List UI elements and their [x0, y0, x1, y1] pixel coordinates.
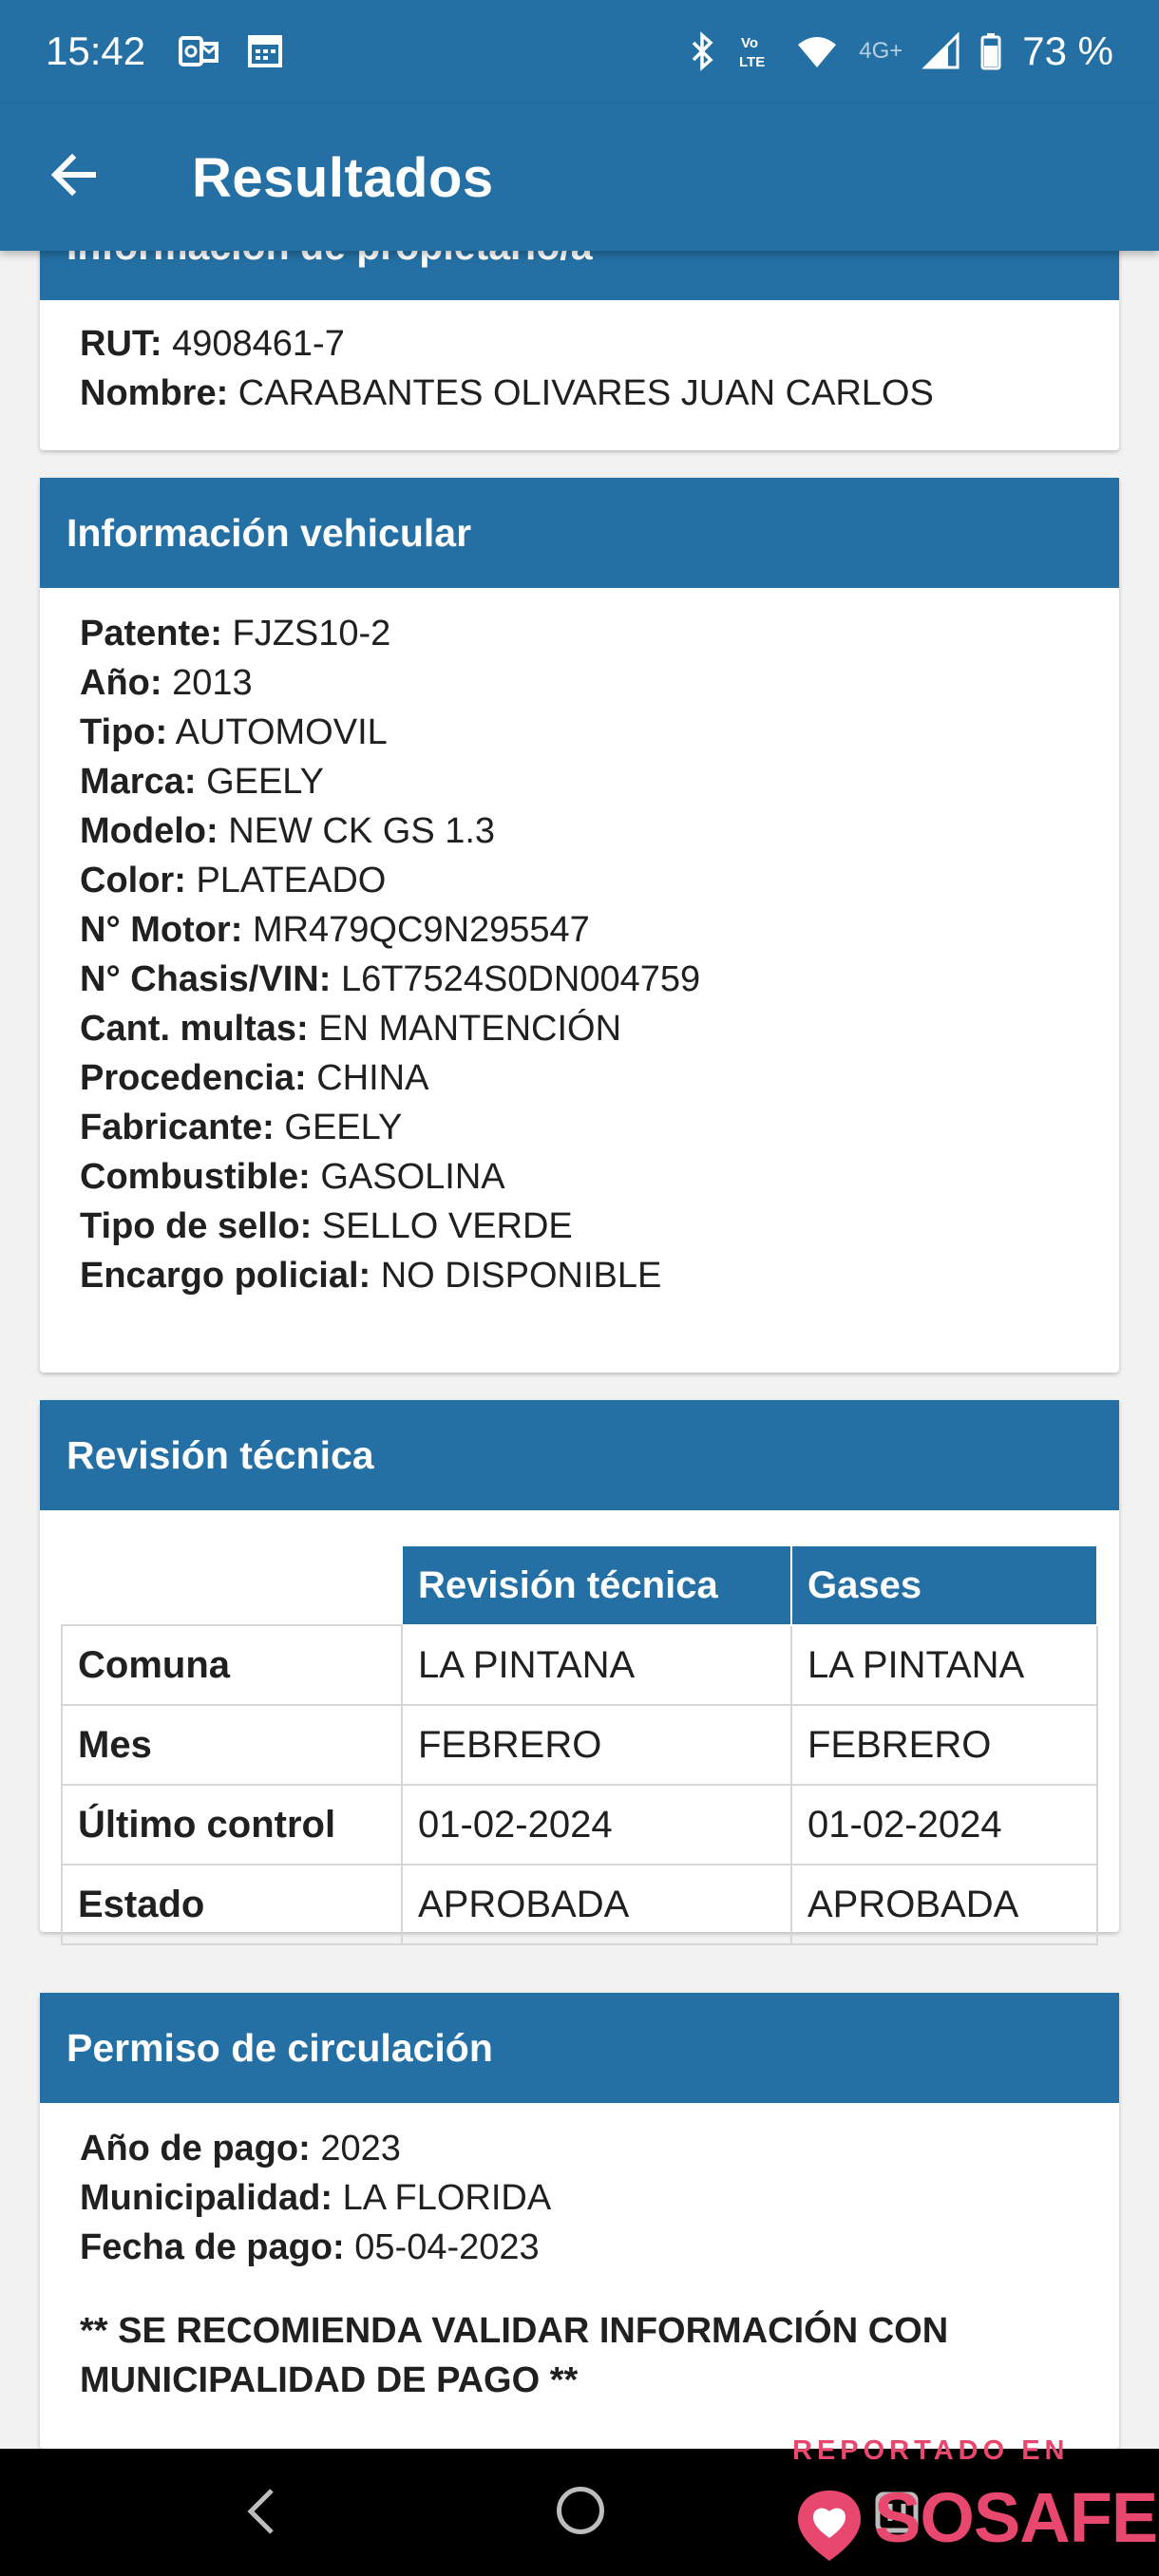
field-nombre [80, 369, 1079, 418]
review-row-estado [62, 1865, 1097, 1944]
bluetooth-icon [688, 31, 716, 71]
field-encargo-policial [80, 1251, 1079, 1300]
field-value: GASOLINA [320, 1157, 505, 1197]
review-card [40, 1400, 1119, 1932]
signal-icon [923, 33, 960, 69]
field-value: PLATEADO [196, 861, 387, 900]
sosafe-logo-icon [792, 2487, 866, 2563]
battery-level: 73 % [1022, 28, 1113, 73]
field-value: GEELY [284, 1108, 403, 1147]
review-cell: APROBADA [402, 1865, 791, 1944]
review-cell: LA PINTANA [791, 1625, 1097, 1705]
field-value: GEELY [206, 762, 324, 802]
payment-warning [80, 2306, 1079, 2405]
field-value: SELLO VERDE [321, 1206, 573, 1246]
field-value: NEW CK GS 1.3 [228, 811, 496, 851]
review-table [61, 1544, 1098, 1945]
field-label: Año de pago: [80, 2129, 311, 2169]
review-row-label: Último control [62, 1785, 402, 1865]
field-color [80, 856, 1079, 905]
field-label: Año: [80, 663, 162, 703]
field-value: FJZS10-2 [232, 614, 391, 653]
field-municipalidad [80, 2173, 1079, 2223]
review-col-revision: Revisión técnica [402, 1545, 791, 1625]
field-label: Combustible: [80, 1157, 311, 1197]
outlook-icon [179, 32, 218, 70]
app-bar [0, 104, 1159, 251]
field-label: N° Motor: [80, 910, 243, 950]
field-label: Modelo: [80, 811, 218, 851]
svg-text:Vo: Vo [741, 35, 759, 51]
field-fecha-de-pago [80, 2223, 1079, 2272]
field-value: CARABANTES OLIVARES JUAN CARLOS [238, 373, 934, 413]
field-label: Color: [80, 861, 186, 900]
field-ano-de-pago [80, 2124, 1079, 2173]
review-row-ultimo-control [62, 1785, 1097, 1865]
field-value: AUTOMOVIL [175, 712, 388, 752]
review-card-header: Revisión técnica [40, 1400, 1119, 1510]
review-row-label: Estado [62, 1865, 402, 1944]
status-bar [0, 0, 1159, 104]
permit-card-header: Permiso de circulación [40, 1993, 1119, 2103]
review-table-header-row [62, 1545, 1097, 1625]
permit-card-body [40, 2103, 1119, 2434]
vehicle-card-body [40, 588, 1119, 1329]
vehicle-card [40, 478, 1119, 1373]
field-patente [80, 609, 1079, 658]
field-label: Procedencia: [80, 1058, 307, 1098]
field-value: 05-04-2023 [354, 2227, 540, 2267]
field-label: N° Chasis/VIN: [80, 959, 332, 999]
nav-back-icon[interactable] [239, 2485, 281, 2538]
field-label: Fabricante: [80, 1108, 275, 1147]
review-cell: 01-02-2024 [402, 1785, 791, 1865]
status-time: 15:42 [46, 28, 146, 73]
field-label: Fecha de pago: [80, 2227, 345, 2267]
field-label: Municipalidad: [80, 2178, 332, 2218]
page-title: Resultados [192, 147, 494, 209]
arrow-left-icon[interactable] [44, 144, 104, 205]
review-row-label: Mes [62, 1705, 402, 1785]
field-label: Encargo policial: [80, 1256, 371, 1296]
svg-text:LTE: LTE [739, 54, 766, 70]
field-combustible [80, 1152, 1079, 1202]
owner-card-body [40, 300, 1119, 446]
sosafe-watermark [788, 2432, 1159, 2576]
field-label: Marca: [80, 762, 197, 802]
review-row-comuna [62, 1625, 1097, 1705]
field-value: EN MANTENCIÓN [318, 1009, 622, 1049]
battery-icon [980, 32, 1001, 70]
field-value: 4908461-7 [172, 324, 345, 364]
review-cell: FEBRERO [791, 1705, 1097, 1785]
watermark-reported-text: REPORTADO EN [792, 2435, 1070, 2466]
payment-warning-line-2: MUNICIPALIDAD DE PAGO ** [80, 2360, 579, 2400]
field-value: NO DISPONIBLE [380, 1256, 662, 1296]
wifi-icon [796, 33, 838, 69]
field-rut [80, 319, 1079, 369]
field-label: Tipo de sello: [80, 1206, 313, 1246]
results-scroll-area[interactable] [0, 251, 1159, 2449]
field-value: L6T7524S0DN004759 [340, 959, 701, 999]
review-cell: LA PINTANA [402, 1625, 791, 1705]
review-row-mes [62, 1705, 1097, 1785]
field-label: Nombre: [80, 373, 229, 413]
review-cell: APROBADA [791, 1865, 1097, 1944]
volte-icon [737, 32, 775, 70]
field-procedencia [80, 1053, 1079, 1103]
field-modelo [80, 806, 1079, 856]
field-n-chasis-vin [80, 955, 1079, 1004]
field-cant-multas [80, 1004, 1079, 1053]
watermark-brand: SOSAFE [874, 2478, 1158, 2557]
payment-warning-line-1: ** SE RECOMIENDA VALIDAR INFORMACIÓN CON [80, 2311, 949, 2351]
field-tipo-de-sello [80, 1202, 1079, 1251]
review-table-corner [62, 1545, 402, 1625]
field-tipo [80, 708, 1079, 757]
review-row-label: Comuna [62, 1625, 402, 1705]
nav-home-icon[interactable] [557, 2487, 604, 2534]
field-value: CHINA [316, 1058, 429, 1098]
field-label: RUT: [80, 324, 162, 364]
field-marca [80, 757, 1079, 806]
review-cell: FEBRERO [402, 1705, 791, 1785]
field-value: LA FLORIDA [342, 2178, 552, 2218]
field-ano [80, 658, 1079, 708]
field-value: MR479QC9N295547 [252, 910, 590, 950]
review-cell: 01-02-2024 [791, 1785, 1097, 1865]
field-n-motor [80, 905, 1079, 955]
calendar-icon [247, 32, 283, 68]
field-label: Patente: [80, 614, 222, 653]
network-4g-icon: 4G+ [859, 38, 903, 64]
field-fabricante [80, 1103, 1079, 1152]
field-value: 2023 [320, 2129, 401, 2169]
review-col-gases: Gases [791, 1545, 1097, 1625]
field-label: Cant. multas: [80, 1009, 309, 1049]
vehicle-card-header: Información vehicular [40, 478, 1119, 588]
field-label: Tipo: [80, 712, 168, 752]
field-value: 2013 [172, 663, 253, 703]
permit-card [40, 1993, 1119, 2449]
